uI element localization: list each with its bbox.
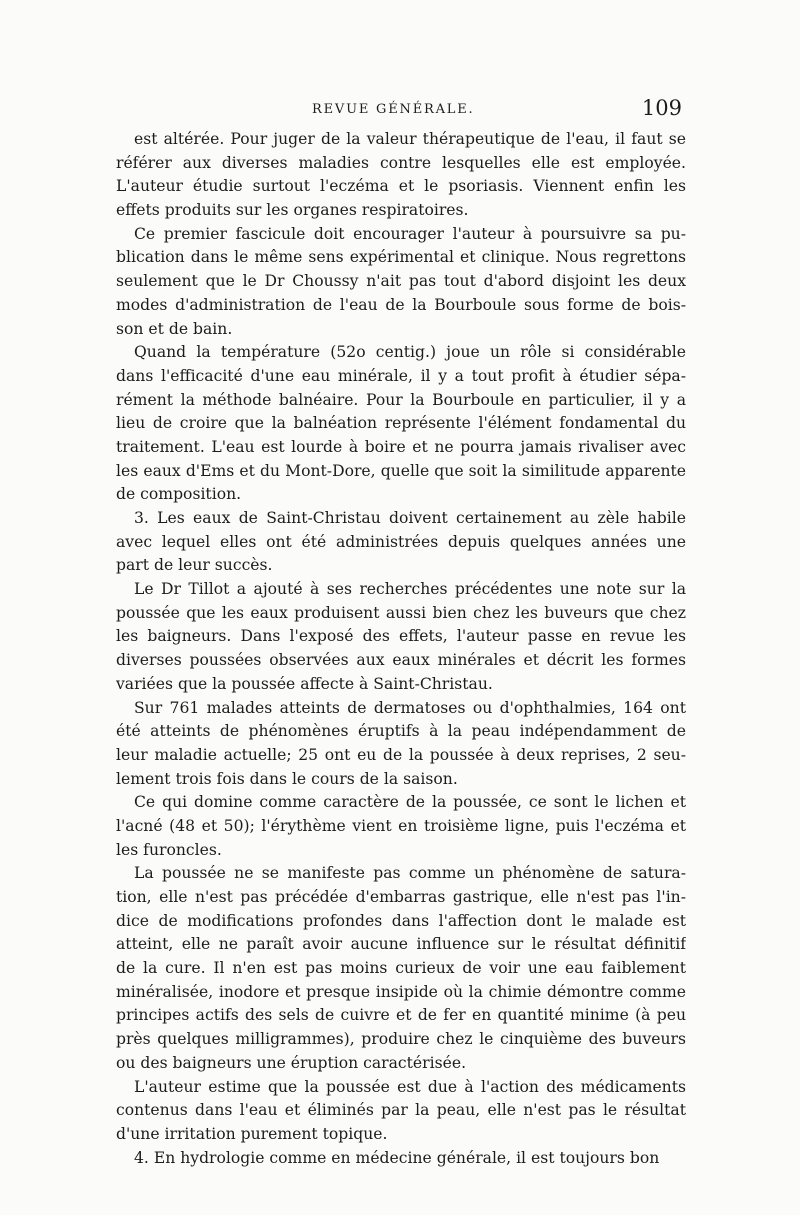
text-line: leur maladie actuelle; 25 ont eu de la poussée à deux reprises, 2 seu- xyxy=(116,745,686,764)
paragraph xyxy=(116,697,686,792)
text-line: son et de bain. xyxy=(116,319,233,338)
text-line: blication dans le même sens expérimental et clinique. Nous regrettons xyxy=(116,248,686,267)
text-line: de composition. xyxy=(116,485,242,504)
page-number: 109 xyxy=(641,96,682,120)
text-line: atteint, elle ne paraît avoir aucune influence sur le résultat définitif xyxy=(116,935,686,954)
body-text xyxy=(116,128,686,1170)
text-line: effets produits sur les organes respiratoires. xyxy=(116,201,469,220)
text-line: diverses poussées observées aux eaux minérales et décrit les formes xyxy=(116,651,686,670)
paragraph xyxy=(116,862,686,1075)
text-line: l'acné (48 et 50); l'érythème vient en troisième ligne, puis l'eczéma et xyxy=(116,816,686,835)
text-line: variées que la poussée affecte à Saint-Christau. xyxy=(116,674,493,693)
text-line: Ce premier fascicule doit encourager l'auteur à poursuivre sa pu- xyxy=(134,224,686,243)
text-line: dice de modifications profondes dans l'affection dont le malade est xyxy=(116,911,686,930)
text-line: L'auteur estime que la poussée est due à l'action des médicaments xyxy=(134,1077,686,1096)
text-line: principes actifs des sels de cuivre et de fer en quantité minime (à peu xyxy=(116,1006,686,1025)
text-line: L'auteur étudie surtout l'eczéma et le psoriasis. Viennent enfin les xyxy=(116,177,686,196)
text-line: été atteints de phénomènes éruptifs à la peau indépendamment de xyxy=(116,722,686,741)
text-line: les baigneurs. Dans l'exposé des effets, l'auteur passe en revue les xyxy=(116,627,686,646)
text-line: les eaux d'Ems et du Mont-Dore, quelle que soit la similitude apparente xyxy=(116,461,686,480)
text-line: contenus dans l'eau et éliminés par la peau, elle n'est pas le résultat xyxy=(116,1101,686,1120)
text-line: La poussée ne se manifeste pas comme un phénomène de satura- xyxy=(134,864,686,883)
text-line: Le Dr Tillot a ajouté à ses recherches précédentes une note sur la xyxy=(134,580,686,599)
text-line: Quand la température (52o centig.) joue un rôle si considérable xyxy=(134,343,686,362)
text-line: lement trois fois dans le cours de la saison. xyxy=(116,769,458,788)
text-line: avec lequel elles ont été administrées depuis quelques années une xyxy=(116,532,686,551)
text-line: poussée que les eaux produisent aussi bien chez les buveurs que chez xyxy=(116,603,686,622)
text-line: seulement que le Dr Choussy n'ait pas tout d'abord disjoint les deux xyxy=(116,272,686,291)
text-line: les furoncles. xyxy=(116,840,222,859)
paragraph xyxy=(116,341,686,507)
text-line: Sur 761 malades atteints de dermatoses ou d'ophthalmies, 164 ont xyxy=(134,698,686,717)
paragraph xyxy=(116,578,686,696)
text-line: tion, elle n'est pas précédée d'embarras gastrique, elle n'est pas l'in- xyxy=(116,888,686,906)
text-line: de la cure. Il n'en est pas moins curieux de voir une eau faiblement xyxy=(116,959,686,978)
text-line: modes d'administration de l'eau de la Bourboule sous forme de bois- xyxy=(116,295,686,314)
text-line: dans l'efficacité d'une eau minérale, il y a tout profit à étudier sépa- xyxy=(116,366,686,385)
text-line: ou des baigneurs une éruption caractérisée. xyxy=(116,1053,467,1072)
text-line: référer aux diverses maladies contre lesquelles elle est employée. xyxy=(116,153,686,172)
paragraph xyxy=(116,791,686,862)
paragraph xyxy=(116,507,686,578)
running-head: REVUE GÉNÉRALE. xyxy=(312,102,475,117)
text-line: lieu de croire que la balnéation représente l'élément fondamental du xyxy=(116,414,686,433)
text-line: part de leur succès. xyxy=(116,556,273,575)
text-line: est altérée. Pour juger de la valeur thérapeutique de l'eau, il faut se xyxy=(134,130,686,148)
text-line: Ce qui domine comme caractère de la poussée, ce sont le lichen et xyxy=(134,793,686,812)
text-line: 3. Les eaux de Saint-Christau doivent certainement au zèle habile xyxy=(134,509,686,527)
paragraph xyxy=(116,1147,686,1171)
text-line: 4. En hydrologie comme en médecine générale, il est toujours bon xyxy=(134,1148,660,1167)
text-line: près quelques milligrammes), produire chez le cinquième des buveurs xyxy=(116,1030,686,1049)
text-line: rément la méthode balnéaire. Pour la Bourboule en particulier, il y a xyxy=(116,390,686,409)
paragraph xyxy=(116,1076,686,1147)
paragraph xyxy=(116,223,686,341)
text-line: traitement. L'eau est lourde à boire et ne pourra jamais rivaliser avec xyxy=(116,437,686,456)
text-line: d'une irritation purement topique. xyxy=(116,1124,388,1143)
page-header xyxy=(116,96,686,122)
text-line: minéralisée, inodore et presque insipide où la chimie démontre comme xyxy=(116,982,686,1001)
paragraph xyxy=(116,128,686,223)
